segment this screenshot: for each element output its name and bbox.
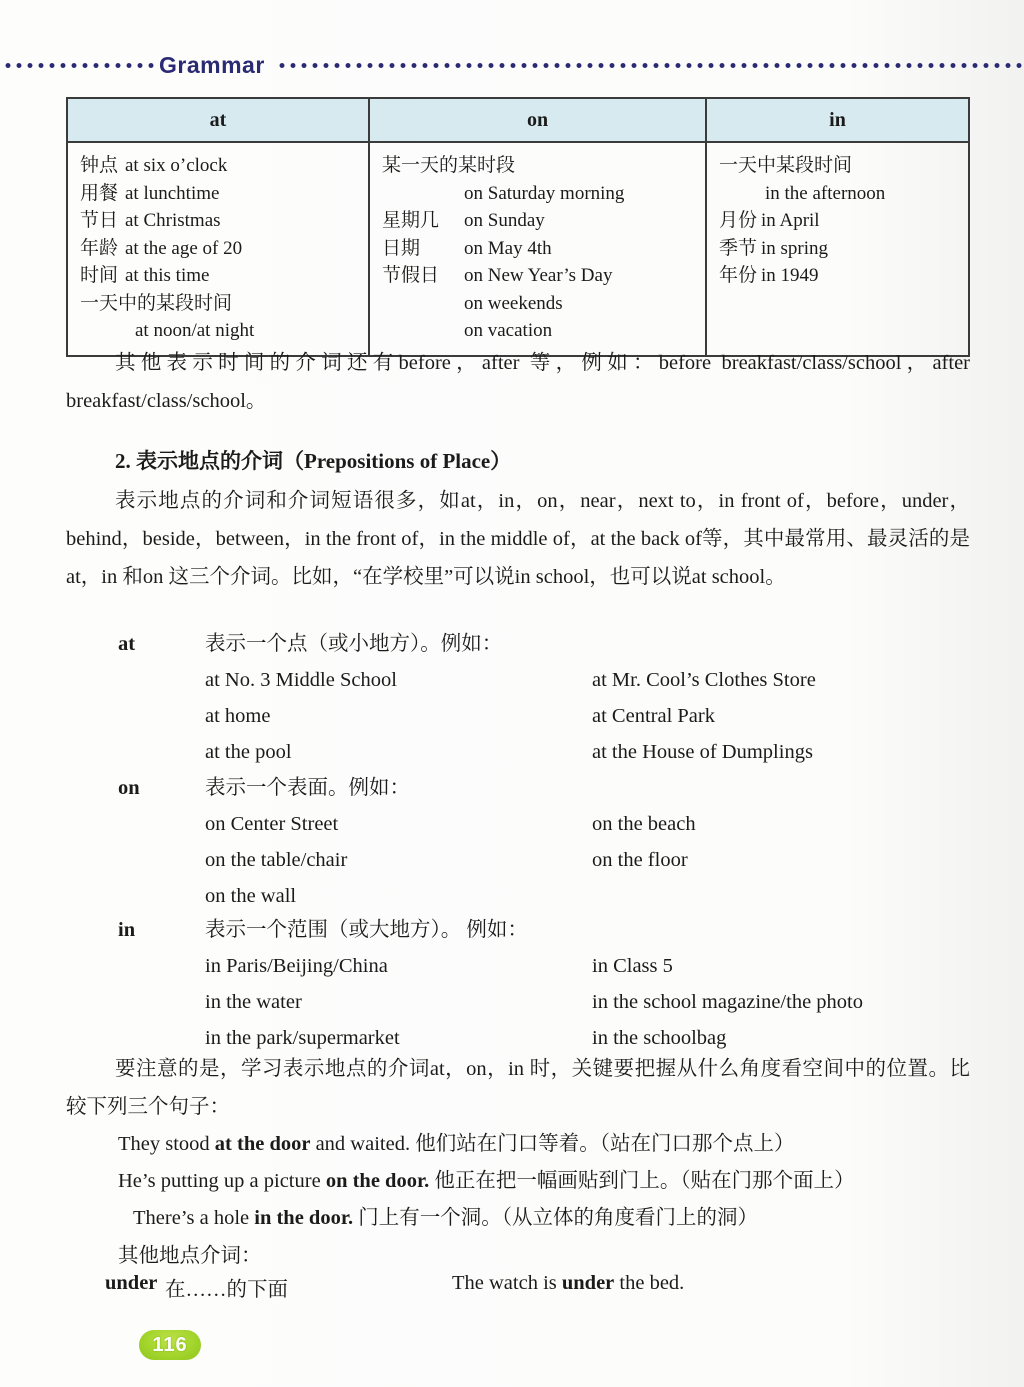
table-line: at noon/at night — [135, 320, 255, 341]
example: at the House of Dumplings — [592, 741, 813, 763]
en-example: at six o’clock — [125, 155, 228, 176]
cn-label: 日期 — [382, 237, 421, 259]
example: on the table/chair — [205, 849, 348, 871]
table-line — [80, 180, 360, 208]
en-example: on New Year’s Day — [464, 265, 613, 286]
table-line — [80, 207, 360, 235]
example: at Central Park — [592, 705, 715, 727]
example-row — [118, 734, 970, 770]
sentence-on-door — [118, 1163, 984, 1200]
table-line — [80, 235, 360, 263]
block-desc-row — [118, 626, 970, 662]
page-number-badge: 116 — [139, 1330, 201, 1360]
paragraph-place-intro: 表示地点的介词和介词短语很多，如at，in，on，near，next to，in front of，before，under，behind，beside，between，in the front of，in the middle of，at the back of等，其中最常用、最灵活的是at，in 和on 这三个介词。比如，“在学校里”可以说in school，也可以说at school。 — [66, 490, 970, 588]
keyword-in: in — [118, 919, 136, 941]
example: in the schoolbag — [592, 1027, 727, 1049]
sentence-at-door — [118, 1126, 984, 1163]
sentence-bold: at the door — [214, 1133, 311, 1155]
cn-label: 季节 — [719, 237, 758, 259]
sentence-bold: in the door. — [254, 1207, 354, 1229]
table-line — [382, 262, 697, 290]
cn-label: 节假日 — [382, 265, 440, 286]
sentence-text: He’s putting up a picture — [118, 1170, 326, 1192]
paragraph-other-time-prepositions: 其他表示时间的介词还有before，after 等，例如：before breakfast/class/school，after breakfast/class/school。 — [66, 352, 970, 412]
cn-label: 月份 — [719, 210, 758, 231]
example — [592, 878, 970, 914]
column-header-in: in — [706, 98, 969, 142]
en-example: on May 4th — [464, 237, 552, 259]
sentence-text: They stood — [118, 1133, 215, 1155]
example-row — [118, 984, 970, 1020]
table-line: in the afternoon — [765, 182, 886, 204]
under-example — [452, 1272, 684, 1302]
sentence-text: the bed. — [614, 1272, 685, 1294]
example: at No. 3 Middle School — [205, 669, 397, 691]
example-row — [118, 878, 970, 914]
example: at Mr. Cool’s Clothes Store — [592, 669, 816, 691]
en-example: at Christmas — [125, 210, 221, 231]
example-row — [118, 806, 970, 842]
table-line — [719, 262, 960, 290]
under-meaning: 在……的下面 — [165, 1279, 288, 1301]
cell-at-examples — [67, 142, 369, 356]
other-place-label: 其他地点介词： — [118, 1245, 262, 1267]
sentence-text: and waited. 他们站在门口等着。（站在门口那个点上） — [310, 1133, 795, 1155]
table-header-row — [67, 98, 969, 142]
cn-label: 钟点 — [80, 155, 119, 176]
keyword-at: at — [118, 633, 136, 655]
cn-label: 节日 — [80, 210, 119, 231]
sentence-text: 他正在把一幅画贴到门上。（贴在门那个面上） — [429, 1170, 855, 1192]
keyword-description: 表示一个范围（或大地方）。 例如： — [205, 919, 528, 941]
table-line: 一天中的某段时间 — [80, 292, 233, 314]
example: in the school magazine/the photo — [592, 991, 863, 1013]
sentence-text: 门上有一个洞。（从立体的角度看门上的洞） — [353, 1207, 759, 1229]
example-row — [118, 698, 970, 734]
cell-on-examples — [369, 142, 706, 356]
under-row — [105, 1272, 684, 1302]
table-body-row — [67, 142, 969, 356]
en-example: at the age of 20 — [125, 237, 243, 259]
en-example: on Sunday — [464, 210, 545, 231]
en-example: in spring — [761, 237, 829, 259]
table-line: 一天中某段时间 — [719, 155, 853, 176]
column-header-on: on — [369, 98, 706, 142]
example: at home — [205, 705, 271, 727]
en-example: in April — [761, 210, 820, 231]
table-line — [80, 152, 360, 180]
keyword-description: 表示一个点（或小地方）。例如： — [205, 633, 503, 655]
place-block-at — [118, 626, 970, 770]
cn-label: 年份 — [719, 265, 758, 286]
under-keyword: under — [105, 1272, 158, 1294]
section-title: Grammar — [159, 51, 265, 78]
keyword-description: 表示一个表面。例如： — [205, 777, 410, 799]
cell-in-examples — [706, 142, 969, 356]
table-line — [719, 235, 960, 263]
table-line — [80, 262, 360, 290]
table-line: 某一天的某时段 — [382, 155, 516, 176]
sentence-text: The watch is — [452, 1272, 562, 1294]
en-example: at this time — [125, 265, 210, 286]
en-example: in 1949 — [761, 265, 819, 286]
table-line: on weekends — [464, 292, 563, 314]
cn-label: 时间 — [80, 265, 119, 286]
sentence-bold: on the door. — [325, 1170, 430, 1192]
table-line — [719, 207, 960, 235]
place-block-on — [118, 770, 970, 914]
example-row — [118, 662, 970, 698]
block-desc-row — [118, 912, 970, 948]
example: on the floor — [592, 849, 688, 871]
sentence-in-door — [118, 1200, 984, 1237]
example: at the pool — [205, 741, 292, 763]
cn-label: 年龄 — [80, 237, 119, 259]
table-line — [382, 235, 697, 263]
block-desc-row — [118, 770, 970, 806]
example-row — [118, 842, 970, 878]
time-prepositions-table — [66, 97, 970, 357]
example: on the wall — [205, 885, 297, 907]
example: in Paris/Beijing/China — [205, 955, 388, 977]
section2-heading: 2. 表示地点的介词（Prepositions of Place） — [115, 449, 512, 473]
compare-sentences — [118, 1126, 984, 1237]
example: on the beach — [592, 813, 696, 835]
table-line: on vacation — [464, 320, 553, 341]
example: in the park/supermarket — [205, 1027, 400, 1049]
example: on Center Street — [205, 813, 339, 835]
dotted-rule-right — [279, 62, 1024, 69]
example: in Class 5 — [592, 955, 673, 977]
place-block-in — [118, 912, 970, 1056]
dotted-rule-left — [5, 62, 155, 69]
example: in the water — [205, 991, 302, 1013]
paragraph-note: 要注意的是，学习表示地点的介词at，on，in 时，关键要把握从什么角度看空间中的位置。比较下列三个句子： — [66, 1058, 970, 1118]
cn-label: 星期几 — [382, 210, 440, 231]
column-header-at: at — [67, 98, 369, 142]
cn-label: 用餐 — [80, 182, 119, 204]
example-row — [118, 948, 970, 984]
grammar-header — [5, 52, 1024, 78]
en-example: at lunchtime — [125, 182, 220, 204]
keyword-on: on — [118, 777, 140, 799]
sentence-bold: under — [561, 1272, 615, 1294]
table-line — [382, 207, 697, 235]
sentence-text: There’s a hole — [133, 1207, 255, 1229]
table-line: on Saturday morning — [464, 182, 625, 204]
